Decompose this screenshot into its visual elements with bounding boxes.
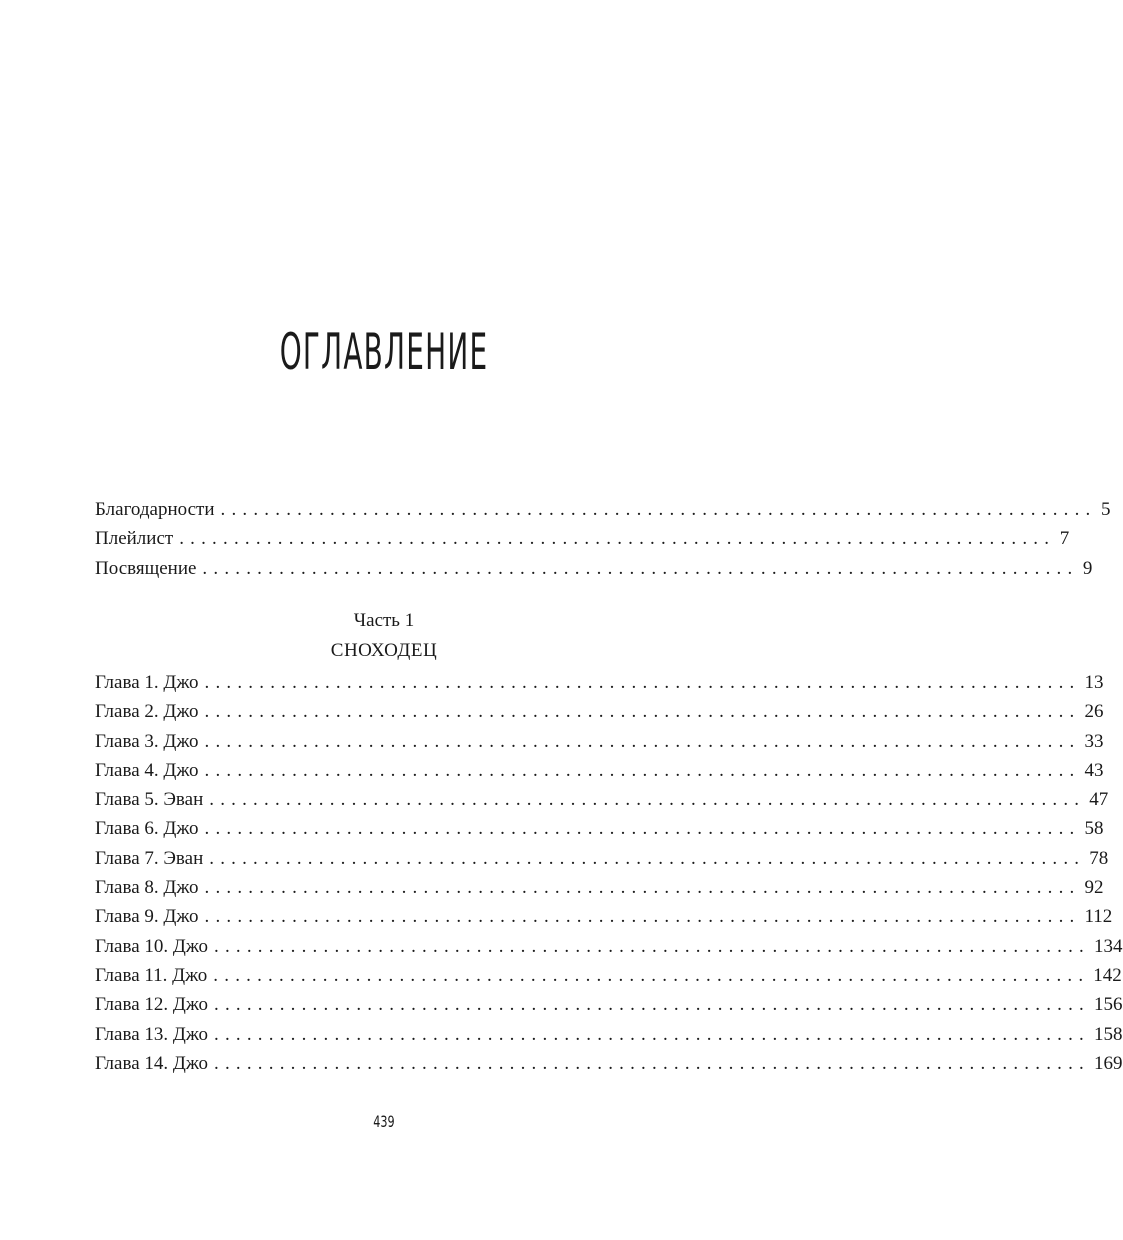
toc-entry[interactable] — [95, 873, 1104, 902]
toc-entry-label: Глава 12. Джо — [95, 994, 208, 1016]
toc-entry-label: Благодарности — [95, 499, 215, 520]
dot-leader: ................................................................................ — [202, 557, 1079, 579]
dot-leader: ................................................................................ — [204, 672, 1081, 693]
toc-entry-page: 26 — [1084, 701, 1104, 723]
toc-entry-label: Глава 5. Эван — [95, 789, 204, 811]
page-title: ОГЛАВЛЕНИЕ — [279, 323, 489, 381]
toc-entry[interactable] — [95, 1020, 1123, 1049]
toc-entry[interactable] — [95, 785, 1109, 814]
toc-entry[interactable] — [95, 495, 1111, 524]
toc-entry-label: Глава 7. Эван — [95, 847, 204, 869]
toc-entry[interactable] — [95, 814, 1104, 843]
toc-entry[interactable] — [95, 902, 1113, 931]
toc-entry-page: 78 — [1089, 847, 1109, 869]
dot-leader: ................................................................................ — [214, 1023, 1090, 1045]
toc-entry[interactable] — [95, 961, 1122, 990]
toc-entry-label: Глава 2. Джо — [95, 701, 199, 723]
part-label: Часть 1 — [353, 610, 415, 631]
toc-entry[interactable] — [95, 844, 1109, 873]
toc-entry[interactable] — [95, 1049, 1123, 1078]
toc-entry-page: 142 — [1093, 964, 1122, 986]
toc-entry-label: Глава 10. Джо — [95, 935, 208, 957]
toc-entry-page: 43 — [1084, 759, 1104, 781]
dot-leader: ................................................................................ — [204, 906, 1081, 928]
toc-entry-page: 169 — [1094, 1052, 1123, 1074]
toc-entry-page: 112 — [1084, 906, 1113, 928]
toc-entry-label: Глава 6. Джо — [95, 818, 199, 840]
toc-entry[interactable] — [95, 727, 1104, 756]
toc-entry[interactable] — [95, 554, 1093, 583]
dot-leader: ................................................................................ — [204, 759, 1081, 781]
dot-leader: ................................................................................ — [204, 877, 1081, 899]
toc-entry[interactable] — [95, 668, 1104, 697]
toc-front-matter — [95, 495, 1111, 583]
toc-entry-page: 158 — [1094, 1023, 1123, 1045]
toc-entry-label: Глава 11. Джо — [95, 964, 208, 986]
toc-entry-label: Плейлист — [95, 528, 174, 550]
toc-entry-page: 47 — [1089, 789, 1109, 811]
dot-leader: ................................................................................ — [204, 701, 1081, 723]
dot-leader: ................................................................................ — [220, 499, 1097, 520]
toc-entry[interactable] — [95, 932, 1123, 961]
toc-entry-page: 5 — [1101, 499, 1111, 520]
toc-entry-label: Глава 13. Джо — [95, 1023, 208, 1045]
page-number: 439 — [373, 1112, 395, 1131]
toc-entry-page: 33 — [1084, 730, 1104, 752]
toc-entry-label: Посвящение — [95, 557, 197, 579]
part-title: СНОХОДЕЦ — [330, 640, 438, 661]
toc-entry-page: 13 — [1084, 672, 1104, 693]
toc-entry-page: 9 — [1082, 557, 1093, 579]
dot-leader: ................................................................................ — [204, 818, 1081, 840]
dot-leader: ................................................................................ — [214, 994, 1090, 1016]
toc-entry-page: 156 — [1094, 994, 1123, 1016]
toc-chapters — [95, 668, 1123, 1078]
dot-leader: ................................................................................ — [214, 1052, 1090, 1074]
toc-entry[interactable] — [95, 990, 1123, 1019]
toc-entry-label: Глава 1. Джо — [95, 672, 199, 693]
toc-entry-label: Глава 8. Джо — [95, 877, 199, 899]
toc-entry[interactable] — [95, 756, 1104, 785]
toc-entry[interactable] — [95, 697, 1104, 726]
toc-entry-label: Глава 4. Джо — [95, 759, 199, 781]
dot-leader: ................................................................................ — [213, 964, 1090, 986]
toc-entry-page: 58 — [1084, 818, 1104, 840]
toc-entry-page: 7 — [1059, 528, 1070, 550]
dot-leader: ................................................................................ — [179, 528, 1056, 550]
toc-entry-label: Глава 9. Джо — [95, 906, 199, 928]
toc-entry-page: 92 — [1084, 877, 1104, 899]
toc-entry[interactable] — [95, 524, 1070, 553]
dot-leader: ................................................................................ — [209, 847, 1086, 869]
dot-leader: ................................................................................ — [204, 730, 1081, 752]
dot-leader: ................................................................................ — [214, 935, 1090, 957]
toc-entry-label: Глава 3. Джо — [95, 730, 199, 752]
toc-entry-page: 134 — [1094, 935, 1123, 957]
dot-leader: ................................................................................ — [209, 789, 1086, 811]
toc-entry-label: Глава 14. Джо — [95, 1052, 208, 1074]
